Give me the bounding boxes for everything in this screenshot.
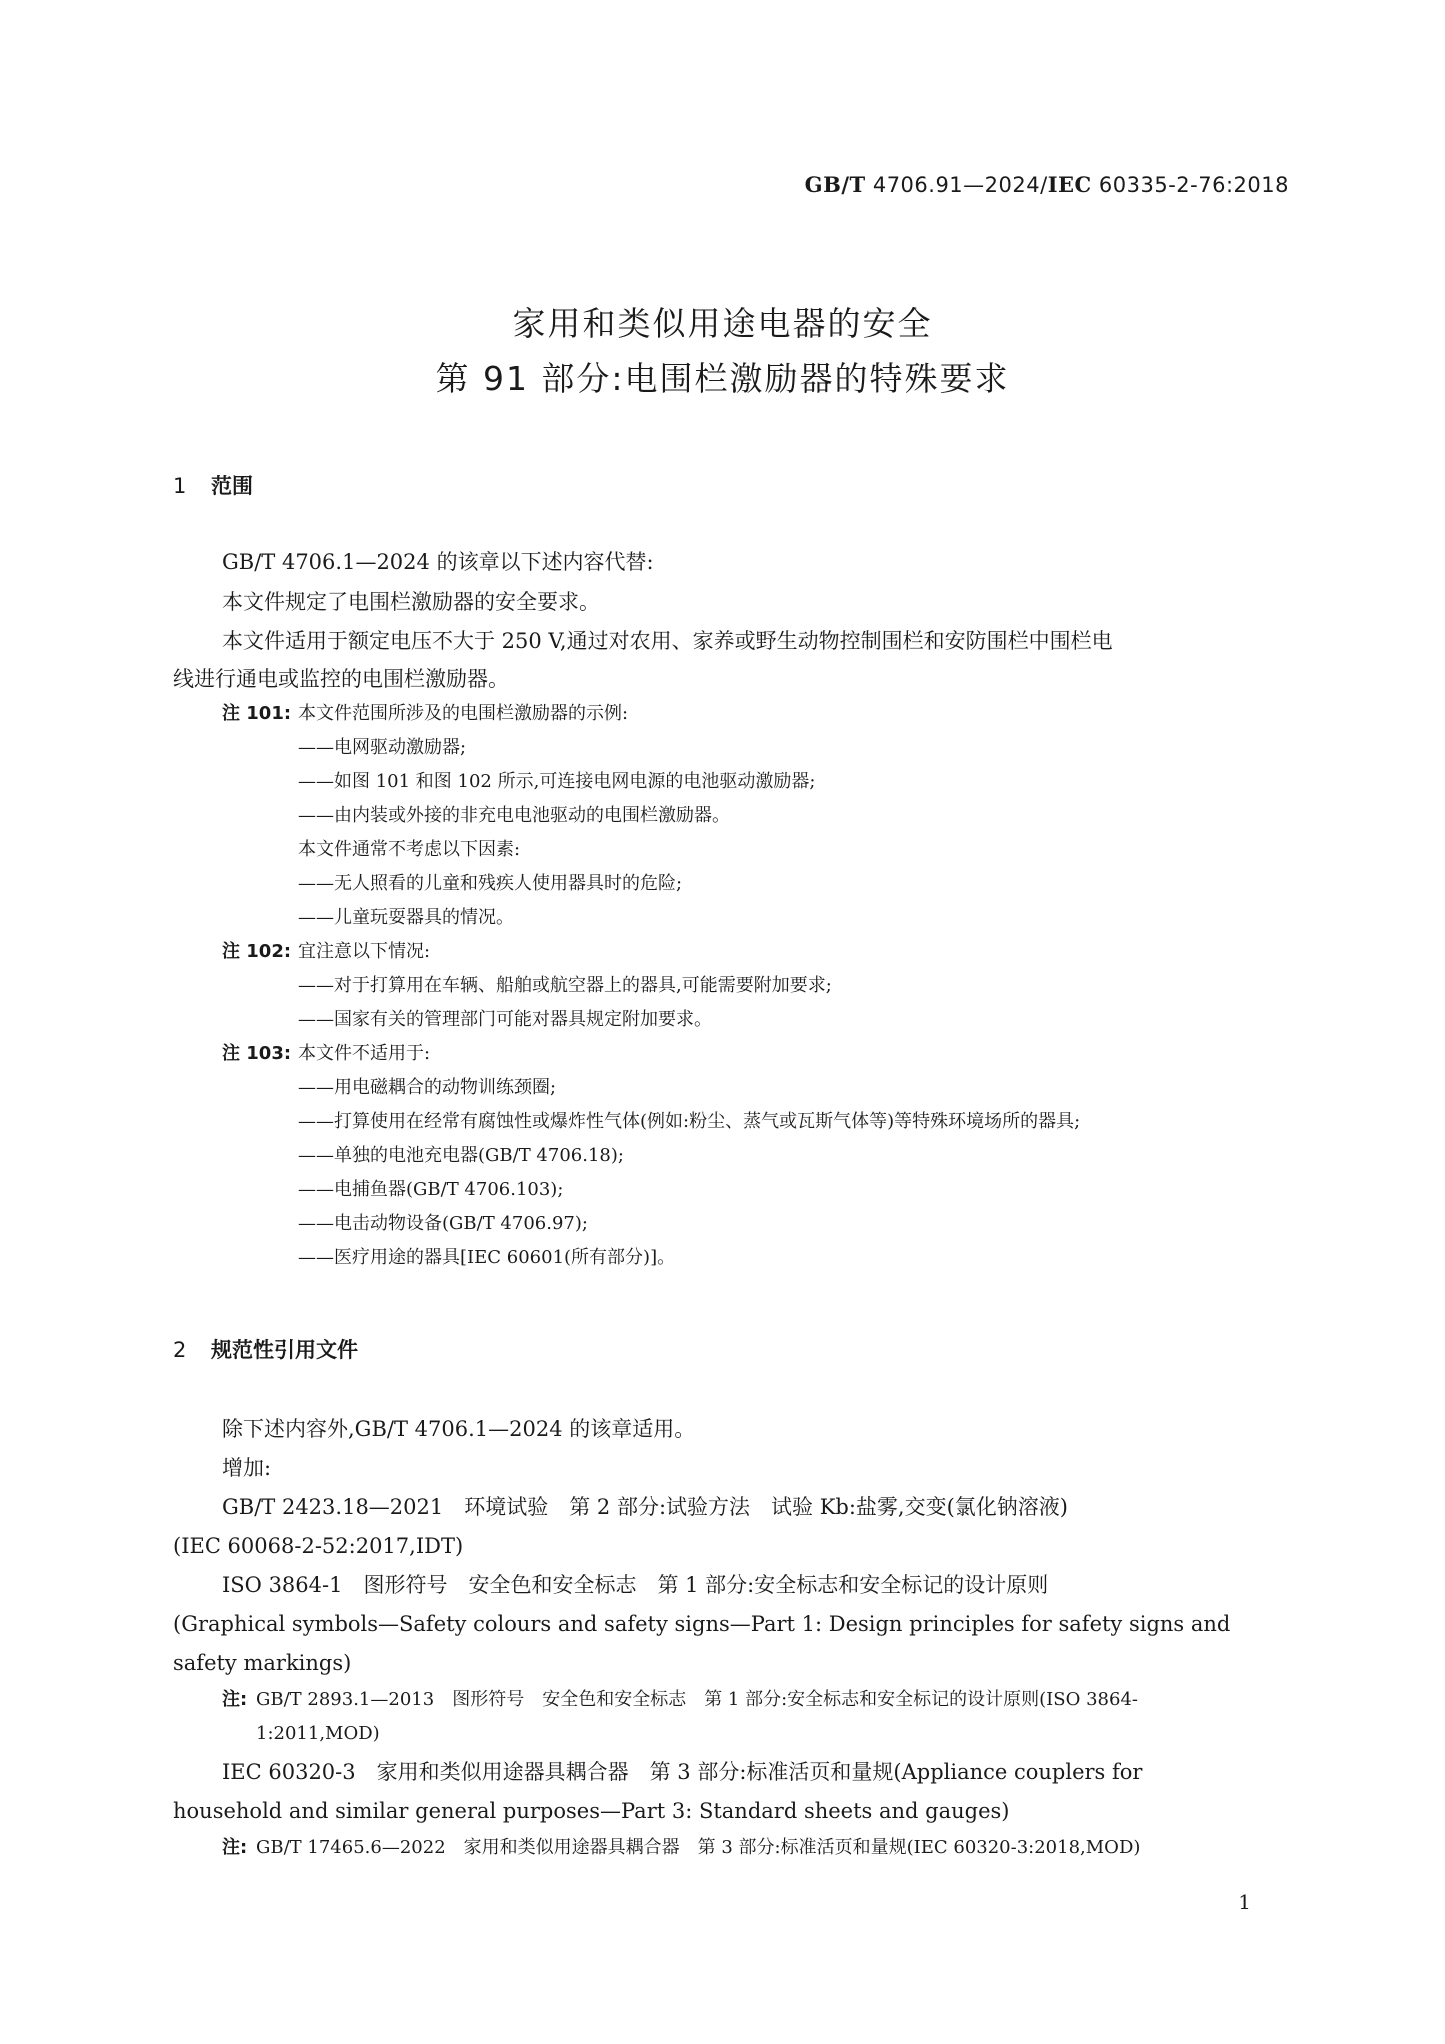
note-text: 宜注意以下情况: bbox=[298, 941, 431, 962]
note-text-cont: 1:2011,MOD) bbox=[256, 1723, 380, 1744]
list-item: ——电击动物设备(GB/T 4706.97); bbox=[298, 1213, 588, 1234]
reference-entry: GB/T 2423.18—2021 环境试验 第 2 部分:试验方法 试验 Kb:盐雾,交变(氯化钠溶液) bbox=[222, 1495, 1068, 1519]
list-item: ——医疗用途的器具[IEC 60601(所有部分)]。 bbox=[298, 1247, 676, 1268]
section-number: 2 bbox=[173, 1338, 187, 1362]
list-item: ——电网驱动激励器; bbox=[298, 737, 467, 758]
reference-entry-cont: safety markings) bbox=[173, 1651, 352, 1675]
reference-entry: IEC 60320-3 家用和类似用途器具耦合器 第 3 部分:标准活页和量规(Appliance couplers for bbox=[222, 1760, 1143, 1784]
paragraph: 线进行通电或监控的电围栏激励器。 bbox=[173, 667, 509, 691]
note-text: 本文件范围所涉及的电围栏激励器的示例: bbox=[298, 703, 629, 724]
list-item: ——单独的电池充电器(GB/T 4706.18); bbox=[298, 1145, 624, 1166]
standard-code bbox=[805, 172, 1289, 197]
title-line-1: 家用和类似用途电器的安全 bbox=[512, 304, 933, 343]
reference-entry: ISO 3864-1 图形符号 安全色和安全标志 第 1 部分:安全标志和安全标记的设计原则 bbox=[222, 1573, 1049, 1597]
list-item: ——儿童玩耍器具的情况。 bbox=[298, 907, 514, 928]
note-text: GB/T 17465.6—2022 家用和类似用途器具耦合器 第 3 部分:标准活页和量规(IEC 60320-3:2018,MOD) bbox=[256, 1837, 1141, 1858]
section-title: 范围 bbox=[211, 474, 253, 498]
section-heading-2 bbox=[173, 1334, 358, 1364]
list-item: ——对于打算用在车辆、船舶或航空器上的器具,可能需要附加要求; bbox=[298, 975, 832, 996]
paragraph: 本文件规定了电围栏激励器的安全要求。 bbox=[222, 590, 600, 614]
reference-entry-cont: (Graphical symbols—Safety colours and safety signs—Part 1: Design principles for safety signs and bbox=[173, 1612, 1231, 1636]
paragraph: 除下述内容外,GB/T 4706.1—2024 的该章适用。 bbox=[222, 1417, 696, 1441]
list-item: ——打算使用在经常有腐蚀性或爆炸性气体(例如:粉尘、蒸气或瓦斯气体等)等特殊环境场所的器具; bbox=[298, 1111, 1081, 1132]
note-label: 注 101: bbox=[222, 703, 292, 724]
reference-entry-cont: household and similar general purposes—Part 3: Standard sheets and gauges) bbox=[173, 1799, 1010, 1823]
paragraph: 本文件适用于额定电压不大于 250 V,通过对农用、家养或野生动物控制围栏和安防围栏中围栏电 bbox=[222, 629, 1113, 653]
note-label: 注: bbox=[222, 1689, 248, 1710]
code-prefix: GB/T bbox=[804, 172, 866, 197]
list-item: ——国家有关的管理部门可能对器具规定附加要求。 bbox=[298, 1009, 712, 1030]
note-label: 注 102: bbox=[222, 941, 292, 962]
section-number: 1 bbox=[173, 474, 187, 498]
code-number: 4706.91—2024/ bbox=[865, 173, 1048, 197]
note-label: 注 103: bbox=[222, 1043, 292, 1064]
list-item: ——如图 101 和图 102 所示,可连接电网电源的电池驱动激励器; bbox=[298, 771, 816, 792]
note-text: 本文件不适用于: bbox=[298, 1043, 431, 1064]
page-number: 1 bbox=[1238, 1890, 1251, 1914]
code-iec-number: 60335-2-76:2018 bbox=[1091, 173, 1289, 197]
list-item: ——电捕鱼器(GB/T 4706.103); bbox=[298, 1179, 564, 1200]
section-title: 规范性引用文件 bbox=[211, 1338, 358, 1362]
paragraph: 增加: bbox=[222, 1456, 272, 1480]
list-item: ——无人照看的儿童和残疾人使用器具时的危险; bbox=[298, 873, 683, 894]
note-label: 注: bbox=[222, 1837, 248, 1858]
list-item: ——由内装或外接的非充电电池驱动的电围栏激励器。 bbox=[298, 805, 730, 826]
title-line-2: 第 91 部分:电围栏激励器的特殊要求 bbox=[435, 359, 1010, 398]
reference-entry-cont: (IEC 60068-2-52:2017,IDT) bbox=[173, 1534, 464, 1558]
paragraph: GB/T 4706.1—2024 的该章以下述内容代替: bbox=[222, 550, 654, 574]
note-text: 本文件通常不考虑以下因素: bbox=[298, 839, 521, 860]
code-iec: IEC bbox=[1047, 172, 1092, 197]
section-heading-1 bbox=[173, 470, 253, 500]
note-text: GB/T 2893.1—2013 图形符号 安全色和安全标志 第 1 部分:安全标志和安全标记的设计原则(ISO 3864- bbox=[256, 1689, 1138, 1710]
list-item: ——用电磁耦合的动物训练颈圈; bbox=[298, 1077, 557, 1098]
